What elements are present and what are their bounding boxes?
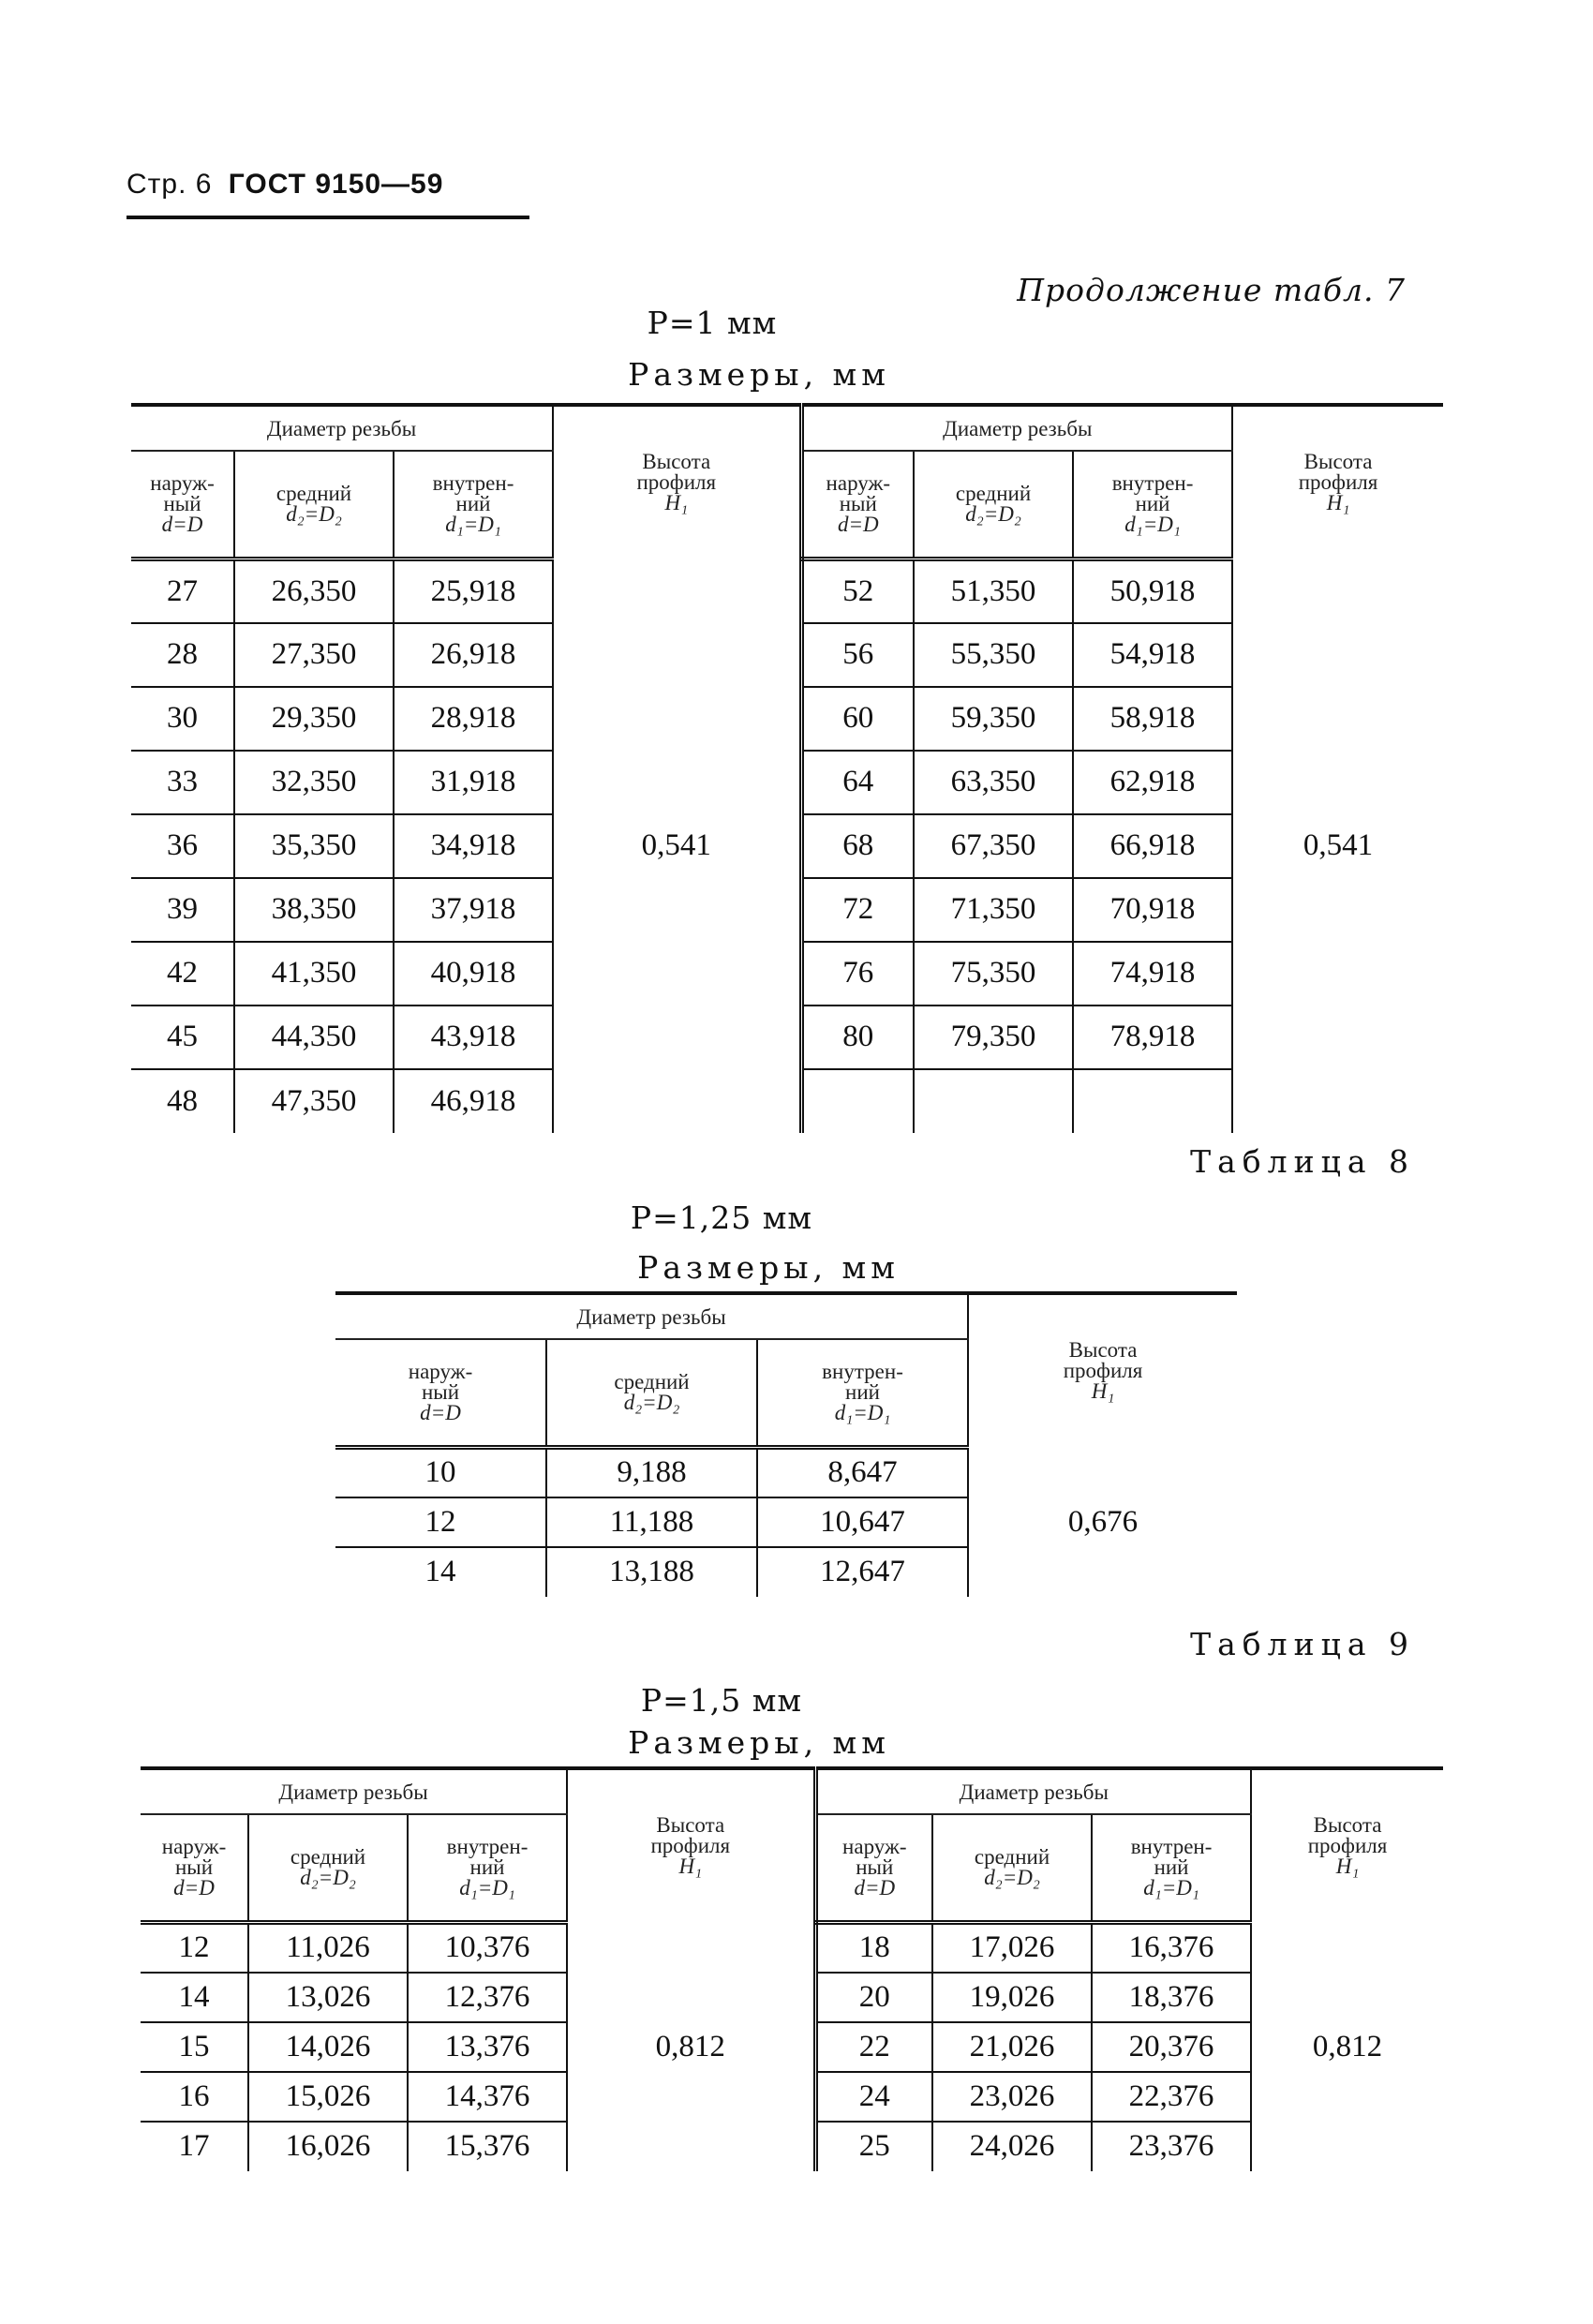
outer-diameter-cell: 25 bbox=[815, 2122, 932, 2171]
page-header bbox=[127, 169, 443, 201]
profile-height-cell: 0,676 bbox=[968, 1448, 1237, 1597]
col-height-header: Высота профиля H₁ bbox=[567, 1768, 815, 1923]
col-inner-header: внутрен- ний d₁=D₁ bbox=[394, 451, 553, 559]
middle-diameter-cell: 9,188 bbox=[546, 1448, 757, 1497]
outer-diameter-cell: 72 bbox=[801, 878, 914, 942]
inner-diameter-cell: 23,376 bbox=[1092, 2122, 1251, 2171]
inner-diameter-cell: 37,918 bbox=[394, 878, 553, 942]
middle-diameter-cell: 24,026 bbox=[932, 2122, 1092, 2171]
inner-diameter-cell: 58,918 bbox=[1073, 687, 1232, 751]
table9-units: Размеры, мм bbox=[628, 1724, 890, 1761]
inner-diameter-cell: 14,376 bbox=[408, 2072, 567, 2122]
col-height-header: Высота профиля H₁ bbox=[1251, 1768, 1443, 1923]
middle-diameter-cell: 23,026 bbox=[932, 2072, 1092, 2122]
profile-height-cell: 0,541 bbox=[1232, 559, 1443, 1133]
col-middle-header: средний d₂=D₂ bbox=[932, 1814, 1092, 1923]
standard-number: ГОСТ 9150—59 bbox=[228, 169, 444, 200]
outer-diameter-cell: 20 bbox=[815, 1973, 932, 2022]
middle-diameter-cell: 14,026 bbox=[248, 2022, 408, 2072]
outer-diameter-cell: 12 bbox=[141, 1923, 248, 1973]
inner-diameter-cell: 18,376 bbox=[1092, 1973, 1251, 2022]
profile-height-cell: 0,812 bbox=[567, 1923, 815, 2171]
col-outer-header: наруж- ный d=D bbox=[141, 1814, 248, 1923]
inner-diameter-cell: 46,918 bbox=[394, 1069, 553, 1133]
table7 bbox=[131, 403, 1443, 1133]
col-inner-header: внутрен- ний d₁=D₁ bbox=[1092, 1814, 1251, 1923]
col-middle-header: средний d₂=D₂ bbox=[234, 451, 394, 559]
table9-title: Таблица 9 bbox=[1190, 1626, 1415, 1662]
outer-diameter-cell: 64 bbox=[801, 751, 914, 814]
outer-diameter-cell: 14 bbox=[141, 1973, 248, 2022]
outer-diameter-cell: 48 bbox=[167, 1083, 198, 1118]
middle-diameter-cell: 16,026 bbox=[248, 2122, 408, 2171]
outer-diameter-cell: 80 bbox=[801, 1006, 914, 1069]
table-row bbox=[335, 1448, 1237, 1497]
col-height-header: Высота профиля H₁ bbox=[1232, 405, 1443, 559]
outer-diameter-cell: 22 bbox=[815, 2022, 932, 2072]
col-inner-header: внутрен- ний d₁=D₁ bbox=[408, 1814, 567, 1923]
middle-diameter-cell: 19,026 bbox=[932, 1973, 1092, 2022]
outer-diameter-cell: 30 bbox=[131, 687, 234, 751]
table9-pitch: P=1,5 мм bbox=[640, 1682, 803, 1719]
inner-diameter-cell: 31,918 bbox=[394, 751, 553, 814]
empty-cell bbox=[1073, 1069, 1232, 1133]
table8-units: Размеры, мм bbox=[637, 1249, 900, 1286]
middle-diameter-cell: 71,350 bbox=[914, 878, 1073, 942]
col-group-label: Диаметр резьбы bbox=[815, 1768, 1251, 1814]
col-group-label: Диаметр резьбы bbox=[131, 405, 553, 451]
col-outer-header: наруж- ный d=D bbox=[801, 451, 914, 559]
inner-diameter-cell: 43,918 bbox=[394, 1006, 553, 1069]
middle-diameter-cell: 29,350 bbox=[234, 687, 394, 751]
col-outer-header: наруж- ный d=D bbox=[131, 451, 234, 559]
middle-diameter-cell: 51,350 bbox=[914, 559, 1073, 623]
middle-diameter-cell: 67,350 bbox=[914, 814, 1073, 878]
col-middle-header: средний d₂=D₂ bbox=[248, 1814, 408, 1923]
inner-diameter-cell: 20,376 bbox=[1092, 2022, 1251, 2072]
middle-diameter-cell: 17,026 bbox=[932, 1923, 1092, 1973]
middle-diameter-cell: 15,026 bbox=[248, 2072, 408, 2122]
outer-diameter-cell: 39 bbox=[131, 878, 234, 942]
table7-pitch: P=1 мм bbox=[647, 305, 778, 341]
continuation-label: Продолжение табл. 7 bbox=[1017, 272, 1406, 308]
empty-cell bbox=[914, 1069, 1073, 1133]
outer-diameter-cell: 28 bbox=[131, 623, 234, 687]
inner-diameter-cell: 26,918 bbox=[394, 623, 553, 687]
table8 bbox=[335, 1291, 1237, 1597]
outer-diameter-cell: 10 bbox=[335, 1448, 546, 1497]
middle-diameter-cell: 27,350 bbox=[234, 623, 394, 687]
inner-diameter-cell: 62,918 bbox=[1073, 751, 1232, 814]
middle-diameter-cell: 63,350 bbox=[914, 751, 1073, 814]
outer-diameter-cell: 12 bbox=[335, 1497, 546, 1547]
inner-diameter-cell: 12,376 bbox=[408, 1973, 567, 2022]
middle-diameter-cell: 47,350 bbox=[234, 1069, 394, 1133]
table9 bbox=[141, 1766, 1443, 2171]
header-rule bbox=[127, 216, 529, 219]
col-middle-header: средний d₂=D₂ bbox=[546, 1339, 757, 1448]
col-outer-header: наруж- ный d=D bbox=[335, 1339, 546, 1448]
outer-diameter-cell: 45 bbox=[131, 1006, 234, 1069]
table-row bbox=[131, 559, 1443, 623]
outer-diameter-cell: 36 bbox=[131, 814, 234, 878]
middle-diameter-cell: 41,350 bbox=[234, 942, 394, 1006]
middle-diameter-cell: 11,026 bbox=[248, 1923, 408, 1973]
inner-diameter-cell: 28,918 bbox=[394, 687, 553, 751]
table-row bbox=[141, 1923, 1443, 1973]
profile-height-cell: 0,541 bbox=[553, 559, 801, 1133]
col-middle-header: средний d₂=D₂ bbox=[914, 451, 1073, 559]
inner-diameter-cell: 66,918 bbox=[1073, 814, 1232, 878]
col-height-header: Высота профиля H₁ bbox=[968, 1293, 1237, 1448]
inner-diameter-cell: 34,918 bbox=[394, 814, 553, 878]
outer-diameter-cell: 68 bbox=[801, 814, 914, 878]
inner-diameter-cell: 15,376 bbox=[408, 2122, 567, 2171]
col-group-label: Диаметр резьбы bbox=[801, 405, 1232, 451]
inner-diameter-cell: 10,376 bbox=[408, 1923, 567, 1973]
inner-diameter-cell: 25,918 bbox=[394, 559, 553, 623]
middle-diameter-cell: 11,188 bbox=[546, 1497, 757, 1547]
inner-diameter-cell: 22,376 bbox=[1092, 2072, 1251, 2122]
middle-diameter-cell: 55,350 bbox=[914, 623, 1073, 687]
outer-diameter-cell: 15 bbox=[141, 2022, 248, 2072]
profile-height-cell: 0,812 bbox=[1251, 1923, 1443, 2171]
col-height-header: Высота профиля H₁ bbox=[553, 405, 801, 559]
middle-diameter-cell: 44,350 bbox=[234, 1006, 394, 1069]
middle-diameter-cell: 35,350 bbox=[234, 814, 394, 878]
inner-diameter-cell: 16,376 bbox=[1092, 1923, 1251, 1973]
inner-diameter-cell: 50,918 bbox=[1073, 559, 1232, 623]
outer-diameter-cell: 14 bbox=[424, 1555, 456, 1588]
inner-diameter-cell: 8,647 bbox=[757, 1448, 968, 1497]
table8-title: Таблица 8 bbox=[1190, 1143, 1415, 1180]
col-inner-header: внутрен- ний d₁=D₁ bbox=[1073, 451, 1232, 559]
outer-diameter-cell: 52 bbox=[801, 559, 914, 623]
middle-diameter-cell: 75,350 bbox=[914, 942, 1073, 1006]
middle-diameter-cell: 59,350 bbox=[914, 687, 1073, 751]
col-group-label: Диаметр резьбы bbox=[335, 1293, 968, 1339]
outer-diameter-cell: 16 bbox=[141, 2072, 248, 2122]
outer-diameter-cell: 76 bbox=[801, 942, 914, 1006]
empty-cell bbox=[801, 1069, 914, 1133]
middle-diameter-cell: 38,350 bbox=[234, 878, 394, 942]
outer-diameter-cell: 33 bbox=[131, 751, 234, 814]
page-number: Стр. 6 bbox=[127, 169, 213, 200]
col-inner-header: внутрен- ний d₁=D₁ bbox=[757, 1339, 968, 1448]
middle-diameter-cell: 79,350 bbox=[914, 1006, 1073, 1069]
outer-diameter-cell: 27 bbox=[131, 559, 234, 623]
inner-diameter-cell: 78,918 bbox=[1073, 1006, 1232, 1069]
middle-diameter-cell: 13,026 bbox=[248, 1973, 408, 2022]
outer-diameter-cell: 56 bbox=[801, 623, 914, 687]
inner-diameter-cell: 40,918 bbox=[394, 942, 553, 1006]
col-group-label: Диаметр резьбы bbox=[141, 1768, 567, 1814]
inner-diameter-cell: 74,918 bbox=[1073, 942, 1232, 1006]
col-outer-header: наруж- ный d=D bbox=[815, 1814, 932, 1923]
outer-diameter-cell: 18 bbox=[815, 1923, 932, 1973]
middle-diameter-cell: 13,188 bbox=[546, 1547, 757, 1597]
inner-diameter-cell: 12,647 bbox=[757, 1547, 968, 1597]
outer-diameter-cell: 42 bbox=[131, 942, 234, 1006]
table8-pitch: P=1,25 мм bbox=[630, 1199, 813, 1236]
outer-diameter-cell: 17 bbox=[178, 2129, 210, 2163]
inner-diameter-cell: 13,376 bbox=[408, 2022, 567, 2072]
middle-diameter-cell: 21,026 bbox=[932, 2022, 1092, 2072]
outer-diameter-cell: 60 bbox=[801, 687, 914, 751]
middle-diameter-cell: 26,350 bbox=[234, 559, 394, 623]
inner-diameter-cell: 54,918 bbox=[1073, 623, 1232, 687]
inner-diameter-cell: 10,647 bbox=[757, 1497, 968, 1547]
outer-diameter-cell: 24 bbox=[815, 2072, 932, 2122]
middle-diameter-cell: 32,350 bbox=[234, 751, 394, 814]
inner-diameter-cell: 70,918 bbox=[1073, 878, 1232, 942]
table7-units: Размеры, мм bbox=[628, 356, 890, 393]
